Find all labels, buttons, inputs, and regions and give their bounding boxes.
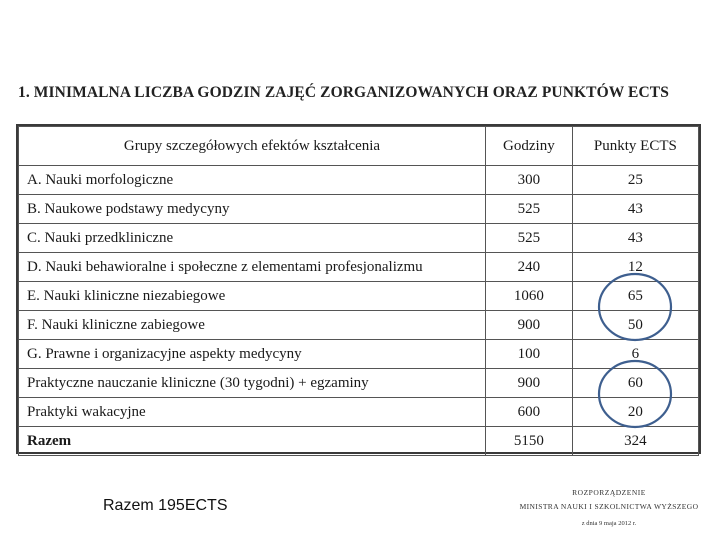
table-row: [19, 369, 699, 398]
row-ects: 60: [572, 369, 698, 398]
regulation-stamp: [514, 488, 704, 527]
row-name: F. Nauki kliniczne zabiegowe: [19, 311, 486, 340]
table-header-row: [19, 127, 699, 166]
row-name: G. Prawne i organizacyjne aspekty medycyny: [19, 340, 486, 369]
row-name: A. Nauki morfologiczne: [19, 166, 486, 195]
table-row: [19, 340, 699, 369]
row-ects: 43: [572, 224, 698, 253]
table-row: [19, 253, 699, 282]
row-hours: 1060: [486, 282, 573, 311]
row-ects: 65: [572, 282, 698, 311]
table-row: [19, 195, 699, 224]
row-name: D. Nauki behawioralne i społeczne z elementami profesjonalizmu: [19, 253, 486, 282]
row-hours: 900: [486, 369, 573, 398]
row-hours: 525: [486, 195, 573, 224]
row-name: C. Nauki przedkliniczne: [19, 224, 486, 253]
total-hours: 5150: [486, 427, 573, 456]
row-name: B. Naukowe podstawy medycyny: [19, 195, 486, 224]
total-label: Razem: [19, 427, 486, 456]
row-hours: 900: [486, 311, 573, 340]
row-name: E. Nauki kliniczne niezabiegowe: [19, 282, 486, 311]
row-ects: 43: [572, 195, 698, 224]
regulation-line-2: MINISTRA NAUKI I SZKOLNICTWA WYŻSZEGO: [519, 502, 699, 511]
regulation-line-1: ROZPORZĄDZENIE: [572, 488, 646, 497]
row-hours: 240: [486, 253, 573, 282]
row-hours: 300: [486, 166, 573, 195]
total-ects: 324: [572, 427, 698, 456]
table-row: [19, 282, 699, 311]
table-total-row: [19, 427, 699, 456]
row-hours: 100: [486, 340, 573, 369]
row-ects: 6: [572, 340, 698, 369]
table-row: [19, 166, 699, 195]
header-hours: Godziny: [486, 127, 573, 166]
summary-total-ects: Razem 195ECTS: [103, 497, 228, 514]
row-ects: 12: [572, 253, 698, 282]
ects-table: [16, 124, 701, 454]
header-ects: Punkty ECTS: [572, 127, 698, 166]
row-ects: 25: [572, 166, 698, 195]
table-row: [19, 224, 699, 253]
table-row: [19, 311, 699, 340]
regulation-line-3: z dnia 9 maja 2012 r.: [581, 520, 637, 527]
row-hours: 525: [486, 224, 573, 253]
header-group: Grupy szczegółowych efektów kształcenia: [19, 127, 486, 166]
row-ects: 20: [572, 398, 698, 427]
table-row: [19, 398, 699, 427]
row-ects: 50: [572, 311, 698, 340]
document-title: 1. MINIMALNA LICZBA GODZIN ZAJĘĆ ZORGANIZOWANYCH ORAZ PUNKTÓW ECTS: [18, 84, 669, 101]
row-name: Praktyki wakacyjne: [19, 398, 486, 427]
row-name: Praktyczne nauczanie kliniczne (30 tygodni) + egzaminy: [19, 369, 486, 398]
row-hours: 600: [486, 398, 573, 427]
